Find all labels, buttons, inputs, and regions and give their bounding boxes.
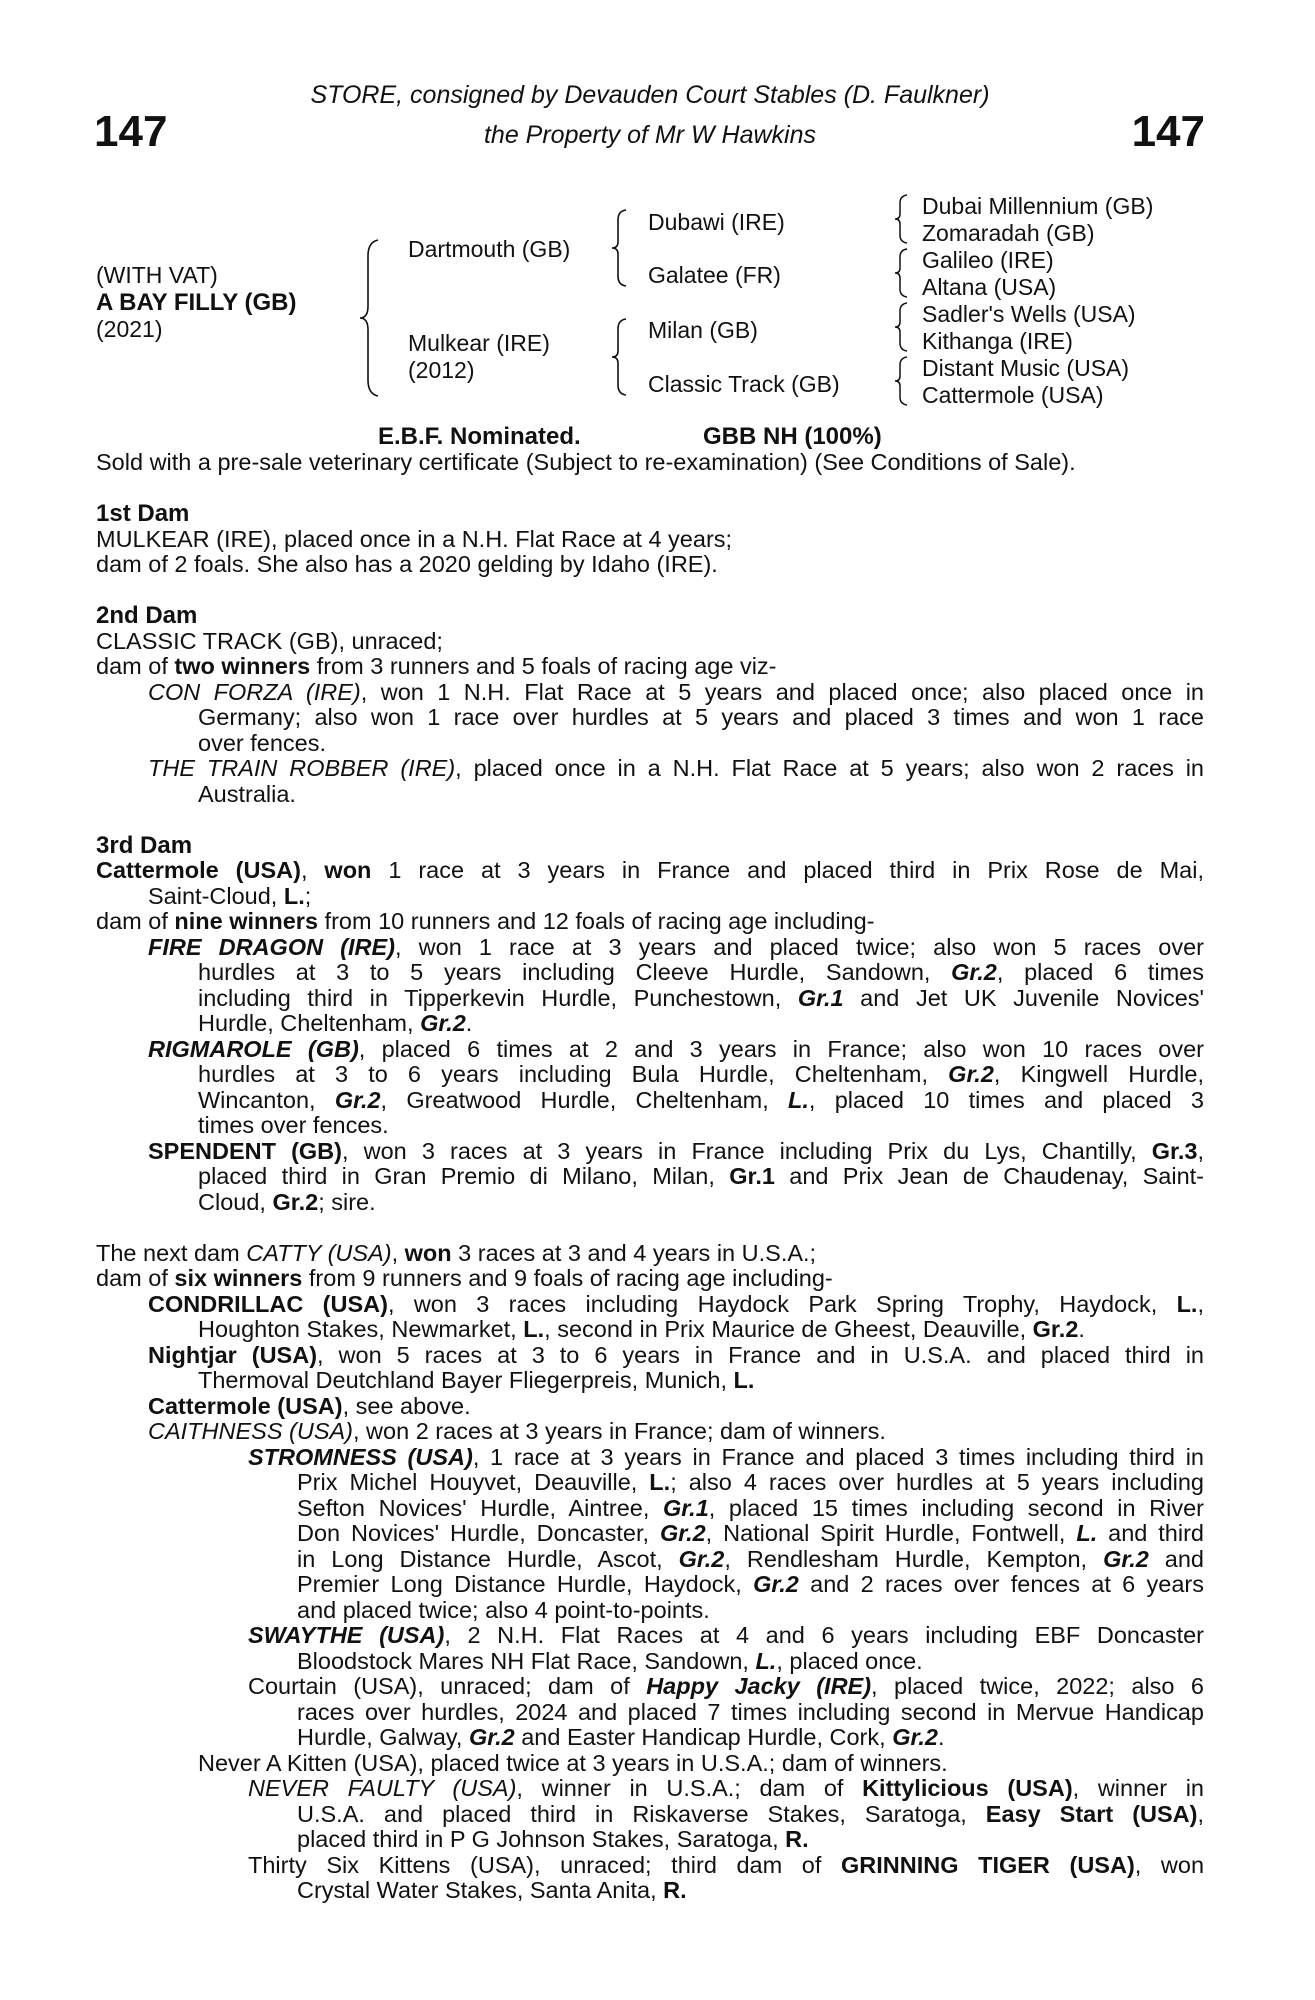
produce-entry: THE TRAIN ROBBER (IRE), placed once in a N.H. Flat Race at 5 years; also won 2 races in <box>148 756 1204 781</box>
dam-dam: Classic Track (GB) <box>648 371 840 397</box>
produce-entry-cont: Germany; also won 1 race over hurdles at 5 years and placed 3 times and won 1 race <box>198 705 1204 730</box>
produce-entry-cont: including third in Tipperkevin Hurdle, Punchestown, Gr.1 and Jet UK Juvenile Novices' <box>198 985 1204 1011</box>
produce-entry-cont: Bloodstock Mares NH Flat Race, Sandown, L., placed once. <box>297 1647 923 1674</box>
pedigree-gen3: Kithanga (IRE) <box>922 328 1073 354</box>
produce-entry-cont: placed third in Gran Premio di Milano, Milan, Gr.1 and Prix Jean de Chaudenay, Saint- <box>198 1164 1204 1189</box>
brace-icon <box>893 355 909 407</box>
produce-entry-cont: Crystal Water Stakes, Santa Anita, R. <box>297 1877 687 1903</box>
vet-certificate-note: Sold with a pre-sale veterinary certificate (Subject to re-examination) (See Conditions of Sale). <box>96 449 1076 475</box>
produce-entry-cont: Prix Michel Houyvet, Deauville, L.; also 4 races over hurdles at 5 years including <box>297 1470 1204 1495</box>
consignor-line: STORE, consigned by Devauden Court Stables (D. Faulkner) <box>310 81 990 109</box>
first-dam-heading: 1st Dam <box>96 500 190 527</box>
pedigree-gen3: Distant Music (USA) <box>922 355 1130 381</box>
pedigree-gen3: Sadler's Wells (USA) <box>922 301 1136 327</box>
gbb-nh: GBB NH (100%) <box>703 423 882 450</box>
produce-entry-cont: Thermoval Deutchland Bayer Fliegerpreis, Munich, L. <box>198 1367 755 1393</box>
produce-entry-cont: in Long Distance Hurdle, Ascot, Gr.2, Rendlesham Hurdle, Kempton, Gr.2 and <box>297 1546 1204 1572</box>
next-dam-produce-line: dam of six winners from 9 runners and 9 foals of racing age including- <box>96 1265 833 1291</box>
produce-entry: Thirty Six Kittens (USA), unraced; third dam of GRINNING TIGER (USA), won <box>248 1852 1204 1878</box>
produce-entry-cont: Premier Long Distance Hurdle, Haydock, Gr.2 and 2 races over fences at 6 years <box>297 1572 1204 1597</box>
sire-name: Dartmouth (GB) <box>408 236 571 262</box>
second-dam-line: CLASSIC TRACK (GB), unraced; <box>96 627 443 654</box>
produce-entry: Never A Kitten (USA), placed twice at 3 years in U.S.A.; dam of winners. <box>198 1749 948 1776</box>
produce-entry-cont: Don Novices' Hurdle, Doncaster, Gr.2, National Spirit Hurdle, Fontwell, L. and third <box>297 1521 1204 1546</box>
third-dam-line: Cattermole (USA), won 1 race at 3 years in France and placed third in Prix Rose de Mai, <box>96 858 1204 883</box>
brace-icon <box>893 247 909 299</box>
produce-entry: STROMNESS (USA), 1 race at 3 years in France and placed 3 times including third in <box>248 1444 1204 1470</box>
produce-entry: Cattermole (USA), see above. <box>148 1392 471 1419</box>
next-dam-line: The next dam CATTY (USA), won 3 races at 3 and 4 years in U.S.A.; <box>96 1239 817 1266</box>
sire-dam: Galatee (FR) <box>648 262 781 288</box>
produce-entry: CON FORZA (IRE), won 1 N.H. Flat Race at 5 years and placed once; also placed once in <box>148 679 1204 705</box>
produce-entry: CAITHNESS (USA), won 2 races at 3 years in France; dam of winners. <box>148 1418 886 1444</box>
produce-entry-cont: over fences. <box>198 729 327 756</box>
brace-icon <box>358 238 382 398</box>
vat-note: (WITH VAT) <box>96 262 218 288</box>
sire-sire: Dubawi (IRE) <box>648 209 785 235</box>
produce-entry: NEVER FAULTY (USA), winner in U.S.A.; dam of Kittylicious (USA), winner in <box>248 1776 1204 1801</box>
produce-entry-cont: Hurdle, Cheltenham, Gr.2. <box>198 1010 473 1036</box>
produce-entry: SWAYTHE (USA), 2 N.H. Flat Races at 4 and 6 years including EBF Doncaster <box>248 1623 1204 1648</box>
produce-entry-cont: Australia. <box>198 780 296 807</box>
second-dam-produce-line: dam of two winners from 3 runners and 5 foals of racing age viz- <box>96 653 777 679</box>
pedigree-gen3: Cattermole (USA) <box>922 382 1104 408</box>
produce-entry-cont: hurdles at 3 to 6 years including Bula Hurdle, Cheltenham, Gr.2, Kingwell Hurdle, <box>198 1062 1204 1087</box>
produce-entry-cont: Hurdle, Galway, Gr.2 and Easter Handicap Hurdle, Cork, Gr.2. <box>297 1724 945 1750</box>
produce-entry-cont: U.S.A. and placed third in Riskaverse Stakes, Saratoga, Easy Start (USA), <box>297 1801 1204 1827</box>
produce-entry: RIGMAROLE (GB), placed 6 times at 2 and 3 years in France; also won 10 races over <box>148 1036 1204 1062</box>
produce-entry-cont: Cloud, Gr.2; sire. <box>198 1188 376 1215</box>
produce-entry-cont: Houghton Stakes, Newmarket, L., second in Prix Maurice de Gheest, Deauville, Gr.2. <box>198 1316 1085 1342</box>
first-dam-line: MULKEAR (IRE), placed once in a N.H. Flat Race at 4 years; <box>96 525 733 552</box>
produce-entry-cont: hurdles at 3 to 5 years including Cleeve Hurdle, Sandown, Gr.2, placed 6 times <box>198 960 1204 985</box>
second-dam-heading: 2nd Dam <box>96 602 198 629</box>
produce-entry-cont: placed third in P G Johnson Stakes, Saratoga, R. <box>297 1826 809 1852</box>
produce-entry: Nightjar (USA), won 5 races at 3 to 6 years in France and in U.S.A. and placed third in <box>148 1342 1204 1368</box>
lot-number-left: 147 <box>94 107 168 156</box>
pedigree-gen3: Galileo (IRE) <box>922 247 1054 273</box>
horse-name: A BAY FILLY (GB) <box>96 289 297 316</box>
brace-icon <box>893 193 909 245</box>
ebf-nominated: E.B.F. Nominated. <box>378 423 581 450</box>
dam-name: Mulkear (IRE) <box>408 330 550 356</box>
dam-sire: Milan (GB) <box>648 317 758 343</box>
produce-entry-cont: times over fences. <box>198 1112 389 1138</box>
catalogue-text <box>96 450 1204 1904</box>
produce-entry-cont: races over hurdles, 2024 and placed 7 times including second in Mervue Handicap <box>297 1699 1204 1725</box>
produce-entry-cont: Wincanton, Gr.2, Greatwood Hurdle, Cheltenham, L., placed 10 times and placed 3 <box>198 1087 1204 1113</box>
produce-entry-cont: Sefton Novices' Hurdle, Aintree, Gr.1, placed 15 times including second in River <box>297 1495 1204 1521</box>
produce-entry: SPENDENT (GB), won 3 races at 3 years in France including Prix du Lys, Chantilly, Gr.3, <box>148 1138 1204 1164</box>
pedigree-gen3: Altana (USA) <box>922 274 1057 300</box>
first-dam-line: dam of 2 foals. She also has a 2020 gelding by Idaho (IRE). <box>96 551 718 577</box>
brace-icon <box>893 301 909 353</box>
property-line: the Property of Mr W Hawkins <box>483 121 817 149</box>
pedigree-gen3: Zomaradah (GB) <box>922 220 1095 246</box>
pedigree-gen3: Dubai Millennium (GB) <box>922 193 1154 219</box>
third-dam-heading: 3rd Dam <box>96 831 193 859</box>
third-dam-produce-line: dam of nine winners from 10 runners and 12 foals of racing age including- <box>96 908 875 934</box>
third-dam-line: Saint-Cloud, L.; <box>148 882 312 909</box>
produce-entry-cont: and placed twice; also 4 point-to-points. <box>297 1596 710 1623</box>
lot-number-right: 147 <box>1131 107 1205 156</box>
brace-icon <box>610 208 628 288</box>
produce-entry: Courtain (USA), unraced; dam of Happy Jacky (IRE), placed twice, 2022; also 6 <box>248 1674 1204 1699</box>
foaling-year: (2021) <box>96 316 163 342</box>
brace-icon <box>610 317 628 397</box>
dam-year: (2012) <box>408 357 475 383</box>
produce-entry: CONDRILLAC (USA), won 3 races including Haydock Park Spring Trophy, Haydock, L., <box>148 1291 1204 1317</box>
produce-entry: FIRE DRAGON (IRE), won 1 race at 3 years and placed twice; also won 5 races over <box>148 934 1204 960</box>
